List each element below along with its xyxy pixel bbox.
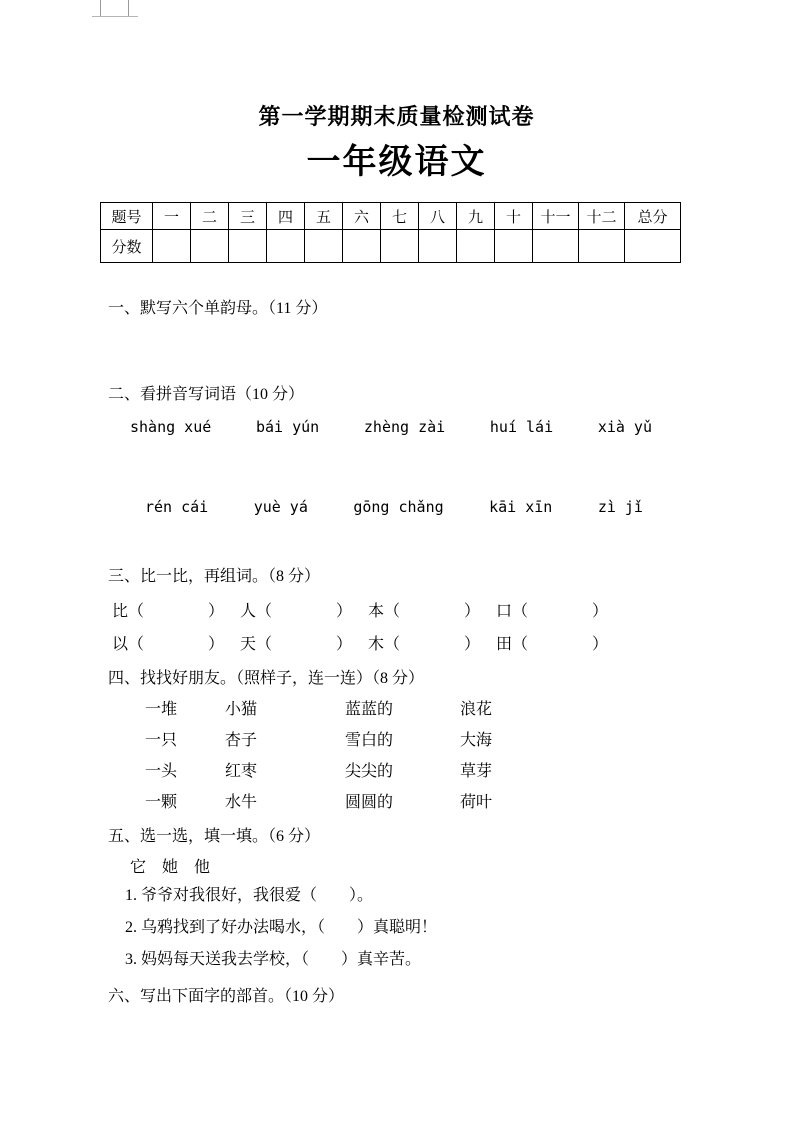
- match-item: 大海: [460, 732, 493, 749]
- score-cell-empty: [419, 230, 457, 263]
- paper-subtitle: 一年级语文: [306, 143, 487, 181]
- match-item: 水牛: [225, 794, 258, 811]
- pinyin-word: yuè yá: [253, 498, 308, 516]
- table-cell-q11: 十一: [533, 203, 579, 230]
- score-cell-empty: [153, 230, 191, 263]
- scan-artifact-line: [100, 0, 101, 16]
- compare-item: 以（ ）: [112, 636, 225, 653]
- compare-row-1: [112, 598, 608, 621]
- match-item: 圆圆的: [345, 794, 394, 811]
- score-cell-empty: [579, 230, 625, 263]
- section-3-title: 三、比一比，再组词。（8 分）: [108, 568, 321, 585]
- match-item: 红枣: [225, 763, 258, 780]
- match-item: 一只: [145, 732, 178, 749]
- compare-item: 口（ ）: [496, 603, 609, 620]
- pinyin-word: kāi xīn: [489, 498, 553, 516]
- pinyin-word: zhèng zài: [363, 418, 446, 436]
- table-cell-q8: 八: [419, 203, 457, 230]
- table-cell-q6: 六: [343, 203, 381, 230]
- match-item: 草芽: [460, 763, 493, 780]
- table-cell-q12: 十二: [579, 203, 625, 230]
- compare-item: 木（ ）: [368, 636, 481, 653]
- section-1-title: 一、默写六个单韵母。（11 分）: [108, 300, 328, 317]
- score-table: [100, 202, 681, 263]
- section-6-title: 六、写出下面字的部首。（10 分）: [108, 988, 345, 1005]
- table-cell-q10: 十: [495, 203, 533, 230]
- choose-items: [125, 885, 437, 981]
- table-cell-q4: 四: [267, 203, 305, 230]
- score-table-header-row: [101, 203, 681, 230]
- match-item: 荷叶: [460, 794, 493, 811]
- section-5-title: 五、选一选，填一填。（6 分）: [108, 828, 321, 845]
- choose-item-3: 3. 妈妈每天送我去学校，（ ）真辛苦。: [125, 951, 422, 968]
- table-cell-q7: 七: [381, 203, 419, 230]
- score-cell-empty: [229, 230, 267, 263]
- table-cell-q5: 五: [305, 203, 343, 230]
- section-2-title: 二、看拼音写词语（10 分）: [108, 386, 305, 403]
- section-4-title: 四、找找好朋友。（照样子，连一连）（8 分）: [108, 670, 425, 687]
- match-item: 小猫: [225, 701, 258, 718]
- score-table-score-row: [101, 230, 681, 263]
- scan-artifact-line: [92, 16, 138, 17]
- compare-item: 人（ ）: [240, 603, 353, 620]
- match-item: 尖尖的: [345, 763, 394, 780]
- table-cell-q2: 二: [191, 203, 229, 230]
- choose-item-2: 2. 乌鸦找到了好办法喝水，（ ）真聪明！: [125, 919, 438, 936]
- match-item: 浪花: [460, 701, 493, 718]
- match-item: 蓝蓝的: [345, 701, 394, 718]
- choose-item-1: 1. 爷爷对我很好，我很爱（ ）。: [125, 887, 374, 904]
- compare-row-2: [112, 631, 608, 654]
- pinyin-word: huí lái: [489, 418, 554, 436]
- scan-artifact-line: [128, 0, 129, 16]
- compare-item: 田（ ）: [496, 636, 609, 653]
- score-cell-empty: [191, 230, 229, 263]
- compare-item: 本（ ）: [368, 603, 481, 620]
- pinyin-word: rén cái: [145, 498, 209, 516]
- score-cell-empty: [533, 230, 579, 263]
- choose-options: 它 她 他: [130, 859, 211, 876]
- pinyin-word: shàng xué: [130, 418, 212, 436]
- score-cell-empty: [305, 230, 343, 263]
- match-item: 杏子: [225, 732, 258, 749]
- score-cell-empty: [267, 230, 305, 263]
- table-cell-q9: 九: [457, 203, 495, 230]
- pinyin-word: xià yǔ: [597, 418, 652, 436]
- score-cell-empty: [457, 230, 495, 263]
- match-item: 一头: [145, 763, 178, 780]
- paper-title: 第一学期期末质量检测试卷: [258, 104, 535, 129]
- match-item: 一堆: [145, 701, 178, 718]
- match-item: 雪白的: [345, 732, 394, 749]
- compare-item: 比（ ）: [112, 603, 225, 620]
- compare-item: 天（ ）: [240, 636, 353, 653]
- match-item: 一颗: [145, 794, 178, 811]
- pinyin-row-1: [130, 418, 652, 436]
- table-cell-score-label: 分数: [101, 230, 153, 263]
- score-cell-empty: [625, 230, 681, 263]
- pinyin-word: gōng chǎng: [353, 498, 444, 516]
- table-cell-q1: 一: [153, 203, 191, 230]
- table-cell-q3: 三: [229, 203, 267, 230]
- pinyin-row-2: [145, 498, 643, 516]
- score-cell-empty: [381, 230, 419, 263]
- pinyin-word: bái yún: [255, 418, 320, 436]
- pinyin-word: zì jǐ: [597, 498, 643, 516]
- table-cell-question-label: 题号: [101, 203, 153, 230]
- score-cell-empty: [495, 230, 533, 263]
- table-cell-total-label: 总分: [625, 203, 681, 230]
- matching-grid: [145, 696, 550, 820]
- score-cell-empty: [343, 230, 381, 263]
